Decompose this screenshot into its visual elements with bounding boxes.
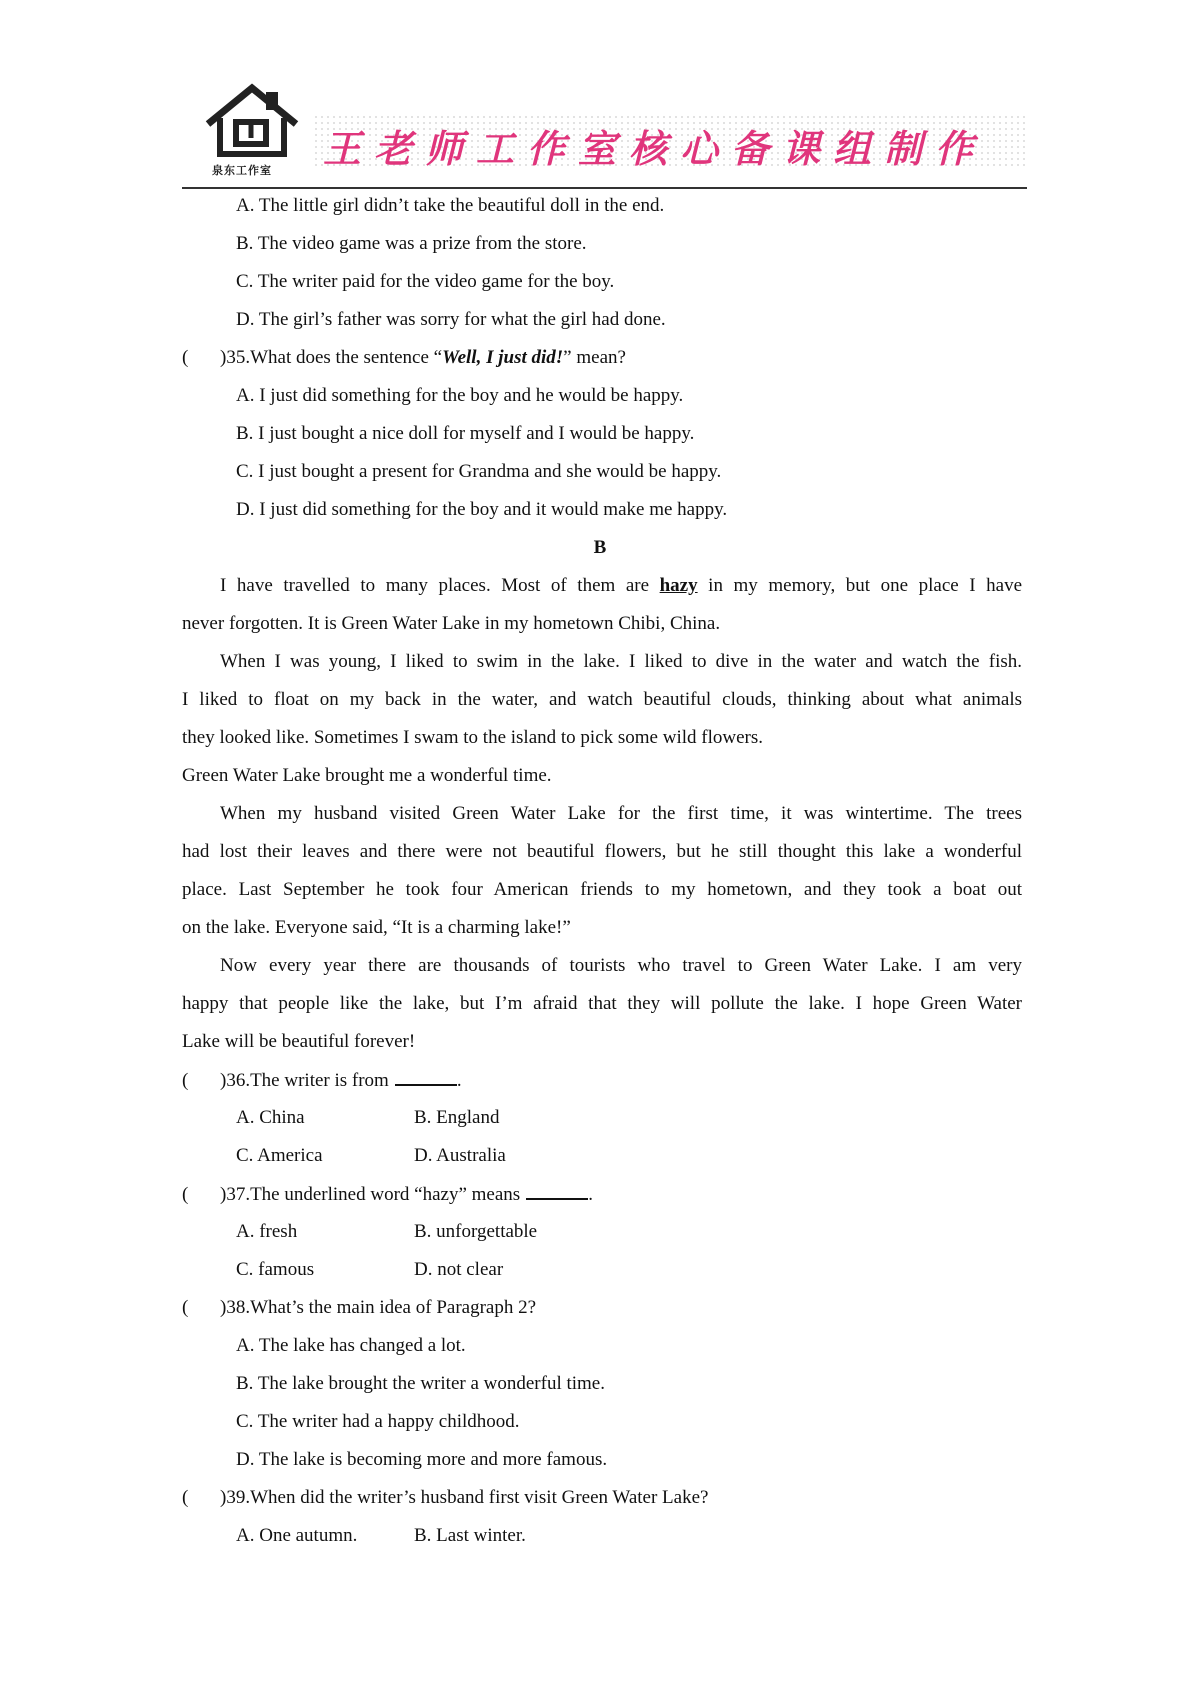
question-37: ( )37.The underlined word “hazy” means .	[182, 1184, 593, 1205]
q37-option-a: A. fresh	[236, 1221, 298, 1242]
section-heading: B	[593, 537, 607, 558]
q36-option-c: C. America	[236, 1145, 323, 1166]
question-39: ( )39.When did the writer’s husband first visit Green Water Lake?	[182, 1487, 709, 1508]
question-36: ( )36.The writer is from .	[182, 1070, 462, 1091]
passage-line: had lost their leaves and there were not beautiful flowers, but he still thought this lake a wonderful	[182, 841, 1022, 862]
passage-line: Lake will be beautiful forever!	[182, 1031, 416, 1052]
answer-bracket[interactable]: (	[182, 1070, 189, 1091]
q39-option-a: A. One autumn.	[236, 1525, 358, 1546]
passage-line: I liked to float on my back in the water, and watch beautiful clouds, thinking about what animals	[182, 689, 1022, 710]
q39-options-row	[236, 1524, 526, 1548]
answer-blank[interactable]	[526, 1182, 588, 1200]
q35-option-b: B. I just bought a nice doll for myself and I would be happy.	[236, 423, 695, 444]
q36-options-row	[236, 1144, 506, 1168]
answer-bracket[interactable]: (	[182, 1487, 189, 1508]
q37-options-row	[236, 1258, 504, 1282]
q36-option-a: A. China	[236, 1107, 305, 1128]
q38-option-a: A. The lake has changed a lot.	[236, 1335, 466, 1356]
q36-options-row	[236, 1106, 500, 1130]
q36-option-d: D. Australia	[414, 1145, 506, 1166]
passage-line: happy that people like the lake, but I’m afraid that they will pollute the lake. I hope Green Water	[182, 993, 1022, 1014]
answer-bracket[interactable]: (	[182, 1297, 189, 1318]
q34-option-a: A. The little girl didn’t take the beautiful doll in the end.	[236, 195, 665, 216]
passage-line: I have travelled to many places. Most of them are hazy in my memory, but one place I have	[220, 575, 1023, 596]
question-35: ( )35.What does the sentence “Well, I just did!” mean?	[182, 347, 626, 368]
q37-option-d: D. not clear	[414, 1259, 504, 1280]
passage-line: Green Water Lake brought me a wonderful time.	[182, 765, 552, 786]
question-38: ( )38.What’s the main idea of Paragraph 2?	[182, 1297, 537, 1318]
passage-line: When my husband visited Green Water Lake for the first time, it was wintertime. The trees	[220, 803, 1022, 824]
q37-options-row	[236, 1220, 538, 1244]
quoted-sentence: Well, I just did!	[442, 347, 564, 368]
q37-option-b: B. unforgettable	[414, 1221, 538, 1242]
underlined-word: hazy	[659, 575, 698, 596]
answer-bracket[interactable]: (	[182, 1184, 189, 1205]
passage-line: Now every year there are thousands of tourists who travel to Green Water Lake. I am very	[220, 955, 1022, 976]
passage-line: on the lake. Everyone said, “It is a charming lake!”	[182, 917, 571, 938]
banner-title: 王老师工作室核心备课组制作	[323, 127, 987, 171]
q34-option-d: D. The girl’s father was sorry for what the girl had done.	[236, 309, 666, 330]
page-header	[200, 82, 1030, 190]
q34-option-c: C. The writer paid for the video game for the boy.	[236, 271, 615, 292]
q38-option-c: C. The writer had a happy childhood.	[236, 1411, 520, 1432]
q37-option-c: C. famous	[236, 1259, 315, 1280]
logo-caption: 泉东工作室	[212, 164, 272, 177]
q39-option-b: B. Last winter.	[414, 1525, 526, 1546]
answer-bracket[interactable]: (	[182, 347, 189, 368]
passage-line: When I was young, I liked to swim in the lake. I liked to dive in the water and watch the fish.	[220, 651, 1022, 672]
answer-blank[interactable]	[395, 1068, 457, 1086]
passage-line: never forgotten. It is Green Water Lake in my hometown Chibi, China.	[182, 613, 721, 634]
q38-option-b: B. The lake brought the writer a wonderful time.	[236, 1373, 605, 1394]
q38-option-d: D. The lake is becoming more and more famous.	[236, 1449, 608, 1470]
q35-option-d: D. I just did something for the boy and it would make me happy.	[236, 499, 728, 520]
passage-line: place. Last September he took four American friends to my hometown, and they took a boat out	[182, 879, 1022, 900]
passage-line: they looked like. Sometimes I swam to the island to pick some wild flowers.	[182, 727, 763, 748]
q35-option-a: A. I just did something for the boy and he would be happy.	[236, 385, 684, 406]
header-banner	[313, 114, 1029, 171]
q34-option-b: B. The video game was a prize from the store.	[236, 233, 587, 254]
q36-option-b: B. England	[414, 1107, 500, 1128]
header-divider	[182, 187, 1027, 189]
q35-option-c: C. I just bought a present for Grandma and she would be happy.	[236, 461, 722, 482]
